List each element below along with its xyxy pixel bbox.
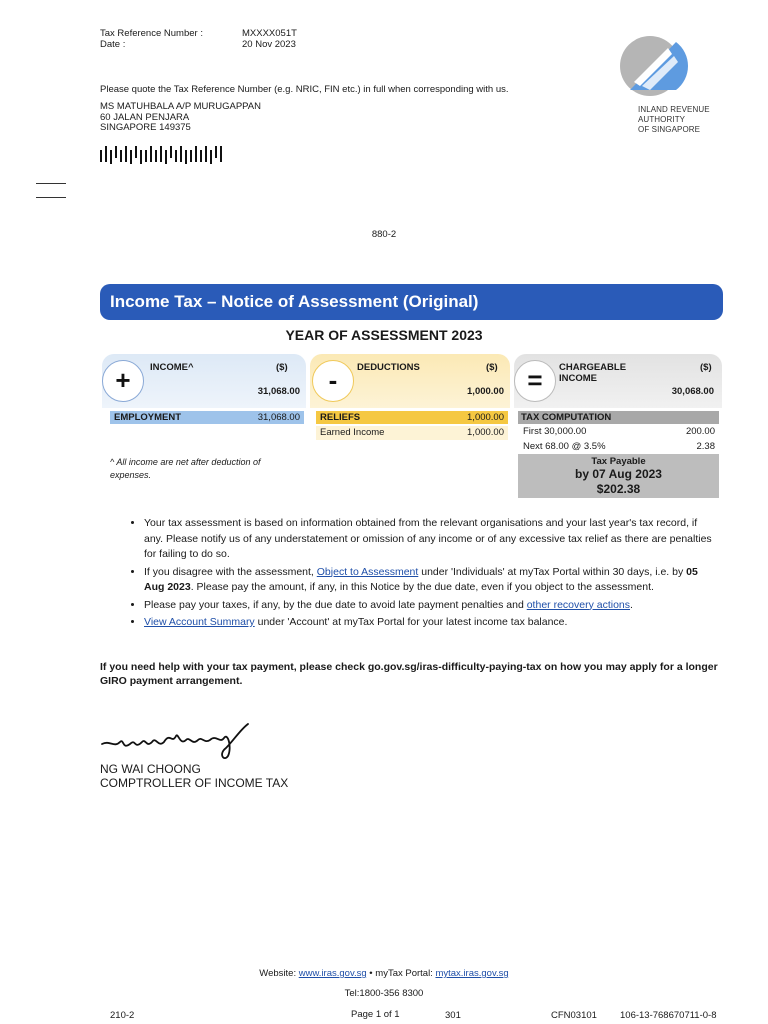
iras-logo-text: INLAND REVENUE AUTHORITY OF SINGAPORE: [638, 105, 710, 134]
reliefs-label: RELIEFS: [320, 412, 361, 423]
employment-band: [110, 411, 304, 424]
chargeable-label: CHARGEABLE INCOME: [559, 362, 627, 384]
deductions-unit: ($): [486, 362, 498, 373]
date-value: 20 Nov 2023: [242, 39, 296, 50]
plus-icon: +: [102, 360, 144, 402]
deductions-total: 1,000.00: [467, 386, 504, 397]
footer-links: Website: www.iras.gov.sg • myTax Portal: mytax.iras.gov.sg: [259, 968, 509, 979]
cfn-code: CFN03101: [551, 1010, 597, 1021]
tax-payable-box: [518, 454, 719, 498]
recipient-address: [100, 102, 261, 134]
income-total: 31,068.00: [257, 386, 300, 397]
postal-barcode: [100, 146, 224, 164]
object-to-assessment-link[interactable]: Object to Assessment: [316, 565, 419, 578]
footer-tel: Tel:1800-356 8300: [344, 988, 424, 999]
relief-row-label: Earned Income: [320, 427, 385, 438]
reliefs-value: 1,000.00: [467, 412, 504, 423]
deductions-label: DEDUCTIONS: [357, 362, 420, 373]
form-code: 210-2: [110, 1010, 135, 1021]
help-note: If you need help with your tax payment, please check go.gov.sg/iras-difficulty-paying-tax on how you may apply for a longer GIRO payment arrangement.: [100, 661, 718, 687]
tax-payable-amount: $202.38: [596, 482, 641, 496]
fold-mark: [36, 183, 66, 184]
employment-label: EMPLOYMENT: [114, 412, 182, 423]
income-footnote: ^ All income are net after deduction of expenses.: [110, 457, 261, 480]
bullet-item: • Please pay your taxes, if any, by the due date to avoid late payment penalties and other recovery actions.: [144, 598, 718, 614]
date-label: Date :: [100, 39, 126, 50]
other-recovery-actions-link[interactable]: other recovery actions: [526, 598, 631, 611]
meta-values: [242, 28, 382, 50]
minus-icon: -: [312, 360, 354, 402]
view-account-summary-link[interactable]: View Account Summary: [144, 616, 255, 628]
reference-code: 880-2: [371, 229, 397, 240]
website-link[interactable]: www.iras.gov.sg: [298, 968, 367, 979]
tax-payable-label: Tax Payable: [591, 456, 646, 467]
quote-note: Please quote the Tax Reference Number (e.g. NRIC, FIN etc.) in full when corresponding with us.: [100, 84, 509, 95]
signatory: [100, 762, 288, 790]
notice-title: Income Tax – Notice of Assessment (Original): [100, 284, 723, 320]
tax-ref-label: Tax Reference Number :: [100, 28, 203, 39]
tax-computation-band: [518, 411, 719, 424]
address-line: SINGAPORE 149375: [100, 122, 191, 133]
income-unit: ($): [276, 362, 288, 373]
signatory-name: NG WAI CHOONG: [100, 762, 201, 776]
signatory-title: COMPTROLLER OF INCOME TAX: [100, 776, 289, 790]
tax-computation-label: TAX COMPUTATION: [521, 412, 612, 423]
page-number: Page 1 of 1: [351, 1009, 400, 1020]
tax-ref-value: MXXXX051T: [242, 28, 297, 39]
notice-bullets: [128, 516, 718, 633]
relief-row: [316, 426, 508, 440]
fold-mark: [36, 197, 66, 198]
income-label: INCOME^: [150, 362, 194, 373]
chargeable-total: 30,068.00: [671, 386, 714, 397]
employment-value: 31,068.00: [257, 412, 300, 423]
chargeable-unit: ($): [700, 362, 712, 373]
tax-payable-due: by 07 Aug 2023: [575, 467, 662, 481]
bullet-item: • If you disagree with the assessment, Object to Assessment under 'Individuals' at myTax Portal within 30 days, i.e. by 05 Aug 2023. Please pay the amount, if any, in this Notice by the due date, even if you object to the assessment.: [144, 565, 718, 596]
equals-icon: =: [514, 360, 556, 402]
relief-row-value: 1,000.00: [467, 427, 504, 438]
address-line: MS MATUHBALA A/P MURUGAPPAN: [100, 101, 262, 112]
year-of-assessment: YEAR OF ASSESSMENT 2023: [285, 327, 483, 343]
meta-labels: [100, 28, 240, 50]
signature: [100, 722, 260, 762]
footer-number: 301: [445, 1010, 461, 1021]
mytax-portal-link[interactable]: mytax.iras.gov.sg: [435, 968, 509, 979]
reliefs-band: [316, 411, 508, 424]
address-line: 60 JALAN PENJARA: [100, 111, 190, 123]
document-code: 106-13-768670711-0-8: [620, 1010, 717, 1021]
bullet-item: • View Account Summary under 'Account' at myTax Portal for your latest income tax balance.: [144, 615, 718, 631]
bullet-item: • Your tax assessment is based on information obtained from the relevant organisations and your last year's tax record, if any. Please notify us of any understatement or omission of any income or of any excessive tax relief as there are penalties for failing to do so.: [144, 516, 718, 563]
